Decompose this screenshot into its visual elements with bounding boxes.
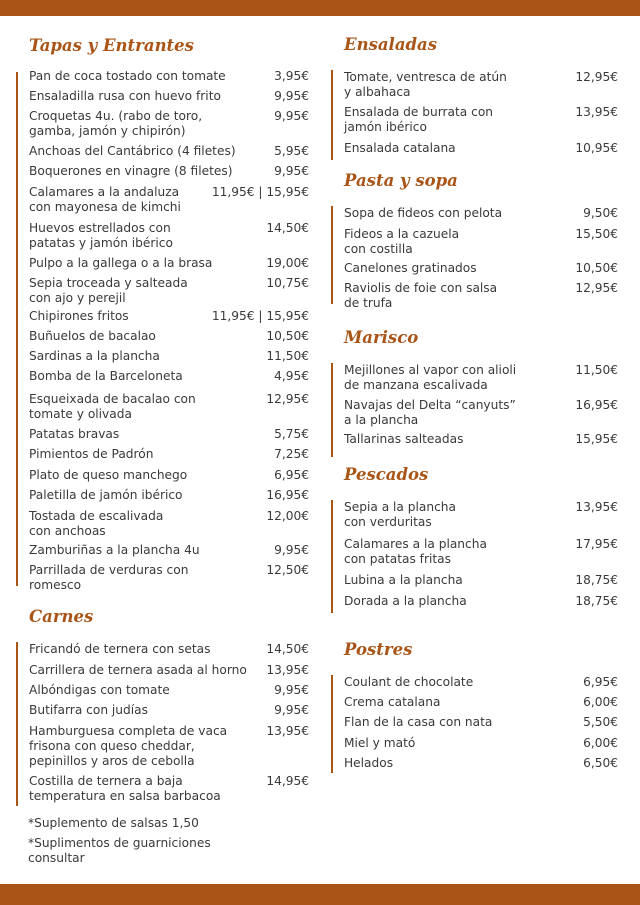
menu-item-price: 9,50€ bbox=[583, 206, 618, 220]
menu-item-price: 6,00€ bbox=[583, 695, 618, 709]
menu-item-name bbox=[29, 447, 153, 462]
menu-item-name-line: Sardinas a la plancha bbox=[29, 349, 160, 363]
menu-item-name-line: Fideos a la cazuela bbox=[344, 227, 460, 241]
menu-item-name bbox=[29, 89, 221, 104]
menu-item-price: 9,95€ bbox=[274, 703, 309, 717]
menu-item-name-line: Tomate, ventresca de atún bbox=[344, 70, 507, 84]
menu-item-price: 12,50€ bbox=[266, 563, 309, 577]
menu-item-name bbox=[29, 185, 181, 215]
menu-item-name bbox=[344, 398, 516, 428]
item-list bbox=[16, 642, 312, 806]
menu-item-name bbox=[344, 432, 463, 447]
menu-item-name-line: Tostada de escalivada bbox=[29, 509, 164, 523]
menu-item-name-line: con ajo y perejil bbox=[29, 290, 126, 305]
menu-item-name bbox=[29, 256, 212, 271]
section-title: Pasta y sopa bbox=[344, 171, 458, 190]
menu-item-price: 6,00€ bbox=[583, 736, 618, 750]
menu-item-name bbox=[344, 227, 459, 257]
menu-item-name-line: y albahaca bbox=[344, 84, 411, 99]
menu-item-price: 3,95€ bbox=[274, 69, 309, 83]
menu-item-name-line: Parrillada de verduras con bbox=[29, 563, 189, 577]
menu-item-name-line: Buñuelos de bacalao bbox=[29, 329, 156, 343]
menu-item-name-line: Pimientos de Padrón bbox=[29, 447, 154, 461]
menu-item-name-line: Esqueixada de bacalao con bbox=[29, 392, 196, 406]
menu-item-name-line: Flan de la casa con nata bbox=[344, 715, 493, 729]
menu-item-name bbox=[29, 392, 196, 422]
menu-item-name-line: Pulpo a la gallega o a la brasa bbox=[29, 256, 213, 270]
section-title: Marisco bbox=[344, 328, 419, 347]
menu-item-name bbox=[29, 427, 119, 442]
menu-item-name-line: Calamares a la andaluza bbox=[29, 185, 180, 199]
item-list bbox=[331, 675, 621, 773]
menu-item-name-line: patatas y jamón ibérico bbox=[29, 235, 173, 250]
menu-item-name bbox=[344, 363, 516, 393]
menu-item-name-line: Butifarra con judías bbox=[29, 703, 148, 717]
menu-item-name-line: Patatas bravas bbox=[29, 427, 120, 441]
menu-item-name-line: Hamburguesa completa de vaca bbox=[29, 724, 228, 738]
section-title: Carnes bbox=[29, 607, 94, 626]
menu-item-name bbox=[344, 736, 415, 751]
menu-item-name-line: Calamares a la plancha bbox=[344, 537, 487, 551]
menu-item-name bbox=[344, 594, 467, 609]
section-title: Tapas y Entrantes bbox=[29, 36, 194, 55]
menu-item-name-line: frisona con queso cheddar, bbox=[29, 738, 195, 753]
menu-item-price: 6,95€ bbox=[583, 675, 618, 689]
menu-item-name-line: Boquerones en vinagre (8 filetes) bbox=[29, 164, 233, 178]
menu-item-price: 5,75€ bbox=[274, 427, 309, 441]
menu-item-name bbox=[344, 105, 493, 135]
menu-item-price: 10,95€ bbox=[575, 141, 618, 155]
menu-item-name-line: Albóndigas con tomate bbox=[29, 683, 170, 697]
menu-item-price: 18,75€ bbox=[575, 594, 618, 608]
menu-item-name bbox=[29, 221, 173, 251]
menu-item-name-line: temperatura en salsa barbacoa bbox=[29, 788, 221, 803]
menu-item-name-line: Ensalada de burrata con bbox=[344, 105, 494, 119]
menu-item-name-line: Pan de coca tostado con tomate bbox=[29, 69, 226, 83]
menu-item-price: 9,95€ bbox=[274, 109, 309, 123]
menu-item-price: 13,95€ bbox=[266, 663, 309, 677]
menu-item-price: 11,95€ | 15,95€ bbox=[211, 309, 309, 323]
menu-item-name-line: a la plancha bbox=[344, 412, 419, 427]
menu-item-name-line: con verduritas bbox=[344, 514, 432, 529]
menu-item-name-line: Carrillera de ternera asada al horno bbox=[29, 663, 247, 677]
menu-item-name-line: con costilla bbox=[344, 241, 413, 256]
menu-item-name-line: Helados bbox=[344, 756, 394, 770]
menu-item-name bbox=[344, 695, 440, 710]
menu-item-name bbox=[344, 537, 487, 567]
menu-item-name-line: Plato de queso manchego bbox=[29, 468, 188, 482]
menu-item-price: 13,95€ bbox=[266, 724, 309, 738]
menu-item-name bbox=[344, 573, 463, 588]
menu-item-name bbox=[29, 468, 187, 483]
menu-item-price: 12,95€ bbox=[575, 281, 618, 295]
menu-item-price: 5,50€ bbox=[583, 715, 618, 729]
menu-item-price: 11,95€ | 15,95€ bbox=[211, 185, 309, 199]
menu-item-name-line: Costilla de ternera a baja bbox=[29, 774, 183, 788]
menu-item-name bbox=[29, 488, 183, 503]
menu-item-name-line: pepinillos y aros de cebolla bbox=[29, 753, 195, 768]
footnote-line: *Suplemento de salsas 1,50 bbox=[28, 816, 199, 830]
menu-item-price: 14,50€ bbox=[266, 642, 309, 656]
menu-item-name-line: jamón ibérico bbox=[344, 119, 427, 134]
menu-item-price: 9,95€ bbox=[274, 89, 309, 103]
menu-item-name bbox=[344, 281, 497, 311]
top-border-band bbox=[0, 0, 640, 16]
menu-item-name bbox=[344, 206, 502, 221]
menu-item-price: 16,95€ bbox=[266, 488, 309, 502]
menu-item-price: 18,75€ bbox=[575, 573, 618, 587]
menu-item-name-line: Sepia troceada y salteada bbox=[29, 276, 188, 290]
menu-item-name-line: Croquetas 4u. (rabo de toro, bbox=[29, 109, 203, 123]
menu-item-price: 19,00€ bbox=[266, 256, 309, 270]
menu-item-name-line: con anchoas bbox=[29, 523, 106, 538]
menu-item-name-line: Navajas del Delta “canyuts” bbox=[344, 398, 516, 412]
menu-item-name bbox=[29, 703, 148, 718]
menu-item-name bbox=[29, 683, 170, 698]
menu-item-name bbox=[29, 509, 163, 539]
menu-item-name bbox=[29, 369, 183, 384]
menu-item-name-line: Sopa de fideos con pelota bbox=[344, 206, 503, 220]
menu-item-name-line: Dorada a la plancha bbox=[344, 594, 467, 608]
footnote bbox=[28, 836, 211, 866]
menu-item-price: 14,95€ bbox=[266, 774, 309, 788]
menu-item-name bbox=[344, 500, 456, 530]
menu-item-name-line: Huevos estrellados con bbox=[29, 221, 171, 235]
menu-item-name bbox=[29, 642, 210, 657]
menu-item-price: 9,95€ bbox=[274, 164, 309, 178]
menu-item-price: 10,75€ bbox=[266, 276, 309, 290]
menu-item-name-line: Miel y mató bbox=[344, 736, 416, 750]
item-list bbox=[331, 206, 621, 310]
menu-item-price: 12,95€ bbox=[575, 70, 618, 84]
menu-item-name bbox=[29, 543, 200, 558]
menu-item-name-line: Bomba de la Barceloneta bbox=[29, 369, 183, 383]
menu-item-price: 15,50€ bbox=[575, 227, 618, 241]
menu-item-price: 6,95€ bbox=[274, 468, 309, 482]
footnote bbox=[28, 816, 199, 831]
menu-item-price: 9,95€ bbox=[274, 543, 309, 557]
menu-item-name bbox=[29, 563, 188, 593]
menu-item-name-line: Ensalada catalana bbox=[344, 141, 456, 155]
menu-item-name-line: de manzana escalivada bbox=[344, 377, 488, 392]
menu-item-name-line: Raviolis de foie con salsa bbox=[344, 281, 498, 295]
menu-item-price: 10,50€ bbox=[575, 261, 618, 275]
menu-item-price: 7,25€ bbox=[274, 447, 309, 461]
bottom-border-band bbox=[0, 884, 640, 905]
menu-item-name-line: Canelones gratinados bbox=[344, 261, 477, 275]
menu-item-name bbox=[344, 261, 477, 276]
menu-item-name bbox=[29, 69, 226, 84]
menu-item-price: 6,50€ bbox=[583, 756, 618, 770]
menu-item-name bbox=[29, 309, 129, 324]
menu-item-name-line: Coulant de chocolate bbox=[344, 675, 474, 689]
menu-item-name bbox=[29, 109, 202, 139]
footnote-line: consultar bbox=[28, 851, 85, 865]
menu-item-name-line: de trufa bbox=[344, 295, 393, 310]
item-list bbox=[331, 363, 621, 457]
menu-item-price: 17,95€ bbox=[575, 537, 618, 551]
menu-item-name-line: romesco bbox=[29, 577, 82, 592]
menu-item-price: 12,00€ bbox=[266, 509, 309, 523]
menu-item-price: 11,50€ bbox=[575, 363, 618, 377]
footnote-line: *Suplimentos de guarniciones bbox=[28, 836, 211, 850]
menu-item-name bbox=[29, 349, 160, 364]
item-list bbox=[331, 70, 621, 160]
menu-item-name bbox=[29, 329, 156, 344]
menu-item-name-line: con patatas fritas bbox=[344, 551, 451, 566]
menu-item-name-line: Crema catalana bbox=[344, 695, 441, 709]
menu-item-name-line: Mejillones al vapor con alioli bbox=[344, 363, 517, 377]
menu-item-price: 5,95€ bbox=[274, 144, 309, 158]
menu-item-price: 9,95€ bbox=[274, 683, 309, 697]
menu-item-name bbox=[344, 70, 507, 100]
menu-item-name-line: Ensaladilla rusa con huevo frito bbox=[29, 89, 221, 103]
menu-item-name bbox=[344, 715, 492, 730]
menu-item-name bbox=[344, 756, 393, 771]
menu-item-name bbox=[29, 774, 221, 804]
menu-item-name-line: Chipirones fritos bbox=[29, 309, 129, 323]
menu-item-name-line: con mayonesa de kimchi bbox=[29, 199, 181, 214]
item-list bbox=[16, 69, 312, 592]
menu-item-name bbox=[344, 141, 456, 156]
section-title: Postres bbox=[344, 640, 413, 659]
item-list bbox=[331, 500, 621, 613]
menu-item-name-line: Paletilla de jamón ibérico bbox=[29, 488, 183, 502]
menu-item-name bbox=[29, 276, 188, 306]
menu-item-name bbox=[344, 675, 473, 690]
menu-item-name bbox=[29, 144, 236, 159]
menu-item-name bbox=[29, 663, 247, 678]
menu-item-name bbox=[29, 724, 227, 768]
menu-item-price: 15,95€ bbox=[575, 432, 618, 446]
menu-item-name bbox=[29, 164, 233, 179]
menu-item-name-line: Anchoas del Cantábrico (4 filetes) bbox=[29, 144, 236, 158]
menu-item-name-line: Tallarinas salteadas bbox=[344, 432, 464, 446]
menu-item-name-line: Fricandó de ternera con setas bbox=[29, 642, 211, 656]
menu-item-price: 10,50€ bbox=[266, 329, 309, 343]
section-title: Ensaladas bbox=[344, 35, 438, 54]
menu-item-price: 13,95€ bbox=[575, 105, 618, 119]
menu-item-name-line: tomate y olivada bbox=[29, 406, 132, 421]
menu-item-price: 14,50€ bbox=[266, 221, 309, 235]
menu-item-price: 16,95€ bbox=[575, 398, 618, 412]
menu-item-name-line: gamba, jamón y chipirón) bbox=[29, 123, 186, 138]
menu-item-price: 11,50€ bbox=[266, 349, 309, 363]
menu-item-price: 4,95€ bbox=[274, 369, 309, 383]
menu-item-name-line: Lubina a la plancha bbox=[344, 573, 463, 587]
section-title: Pescados bbox=[344, 465, 429, 484]
menu-item-price: 12,95€ bbox=[266, 392, 309, 406]
menu-item-price: 13,95€ bbox=[575, 500, 618, 514]
menu-item-name-line: Zamburiñas a la plancha 4u bbox=[29, 543, 200, 557]
menu-item-name-line: Sepia a la plancha bbox=[344, 500, 456, 514]
